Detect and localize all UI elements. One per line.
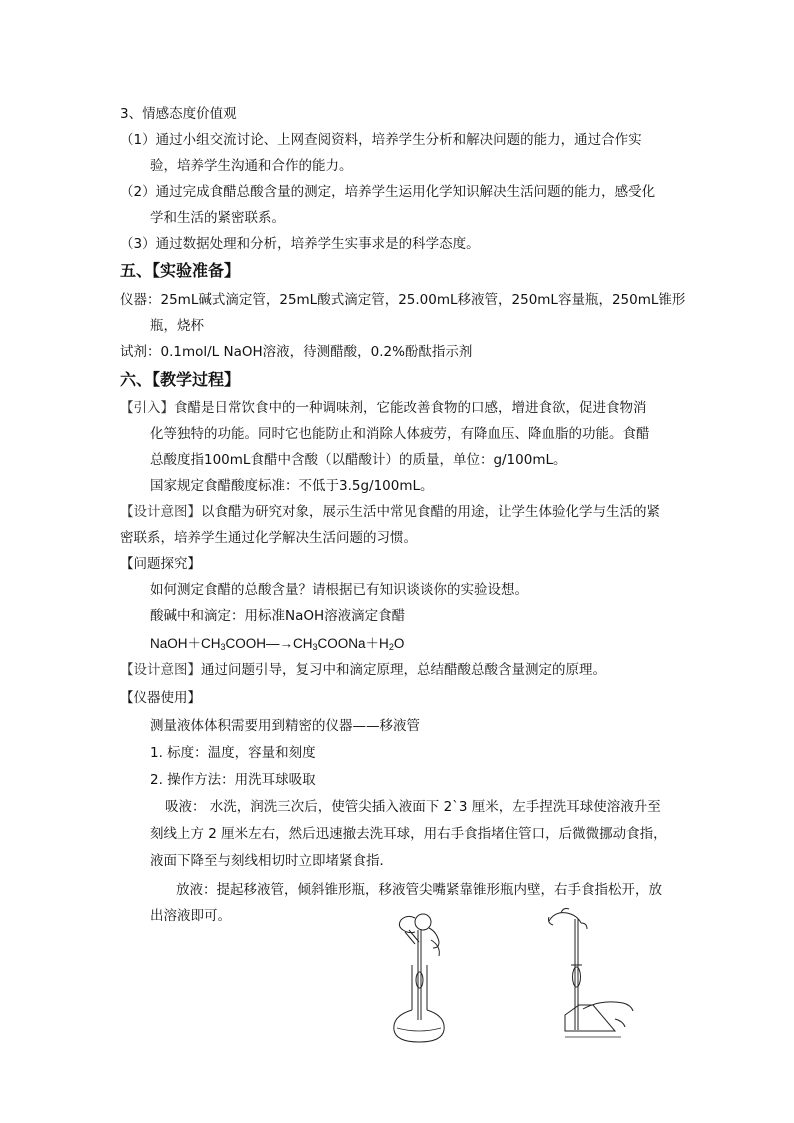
reaction-equation: $NaOH+CH_3COOH—\to CH_3COONa+H_2O$: [150, 636, 405, 652]
design1-line2: 密联系，培养学生通过化学解决生活问题的习惯。: [120, 530, 417, 546]
problem-question: 如何测定食醋的总酸含量？请根据已有知识谈谈你的实验设想。: [150, 582, 528, 598]
section3-title: 3、情感态度价值观: [120, 106, 237, 122]
release-line1: 放液：提起移液管，倾斜锥形瓶，移液管尖嘴紧靠锥形瓶内壁，右手食指松开，放: [176, 882, 662, 898]
intro-line4: 国家规定食醋酸度标准：不低于3.5g/100mL。: [150, 478, 434, 494]
problem-tag: 【问题探究】: [120, 556, 201, 572]
pipette-release-illustration: [535, 905, 645, 1045]
design2-text: 通过问题引导，复习中和滴定原理，总结醋酸总酸含量测定的原理。: [201, 662, 606, 678]
step2: 2. 操作方法：用洗耳球吸取: [150, 772, 316, 788]
s3-item2-line1: （2）通过完成食醋总酸含量的测定，培养学生运用化学知识解决生活问题的能力，感受化: [120, 184, 656, 200]
step1: 1. 标度：温度，容量和刻度: [150, 745, 316, 761]
intro-line2: 化等独特的功能。同时它也能防止和消除人体疲劳，有降血压、降血脂的功能。食醋: [150, 426, 650, 442]
design2-tag: 【设计意图】: [120, 662, 201, 678]
intro-tag: 【引入】: [120, 400, 174, 416]
intro-text1: 食醋是日常饮食中的一种调味剂，它能改善食物的口感，增进食欲，促进食物消: [174, 400, 647, 416]
suck-line2: 刻线上方 2 厘米左右，然后迅速撤去洗耳球，用右手食指堵住管口，后微微挪动食指，: [150, 826, 667, 842]
s3-item1-line1: （1）通过小组交流讨论、上网查阅资料，培养学生分析和解决问题的能力，通过合作实: [120, 132, 642, 148]
s3-item2-line2: 学和生活的紧密联系。: [150, 210, 285, 226]
s3-item3: （3）通过数据处理和分析，培养学生实事求是的科学态度。: [120, 236, 480, 252]
design1-text1: 以食醋为研究对象，展示生活中常见食醋的用途，让学生体验化学与生活的紧: [201, 504, 660, 520]
suck-line3: 液面下降至与刻线相切时立即堵紧食指．: [150, 853, 393, 869]
intro-line3: 总酸度指100mL食醋中含酸（以醋酸计）的质量，单位：g/100mL。: [150, 452, 567, 468]
section5-title: 五、【实验准备】: [120, 261, 241, 280]
design1-tag: 【设计意图】: [120, 504, 201, 520]
titration-line: 酸碱中和滴定：用标准NaOH溶液滴定食醋: [150, 608, 406, 624]
instrument-tag: 【仪器使用】: [120, 690, 201, 706]
release-line2: 出溶液即可。: [150, 908, 231, 924]
s3-item1-line2: 验，培养学生沟通和合作的能力。: [150, 158, 353, 174]
reagents-line: 试剂：0.1mol/L NaOH溶液，待测醋酸，0.2%酚酞指示剂: [120, 344, 473, 360]
intro-line1: [120, 398, 647, 418]
instruments-line2: 瓶，烧杯: [150, 318, 204, 334]
design2-line: [120, 660, 606, 680]
section6-title: 六、【教学过程】: [120, 370, 241, 389]
pipette-intro: 测量液体体积需要用到精密的仪器——移液管: [150, 718, 420, 734]
design1-line1: [120, 502, 660, 522]
instruments-line1: 仪器：25mL碱式滴定管，25mL酸式滴定管，25.00mL移液管，250mL容量瓶，250mL锥形: [120, 292, 686, 308]
suck-line1: 吸液： 水洗，润洗三次后，使管尖插入液面下 2`3 厘米，左手捏洗耳球使溶液升至: [165, 799, 661, 815]
pipette-suction-illustration: [385, 910, 455, 1045]
